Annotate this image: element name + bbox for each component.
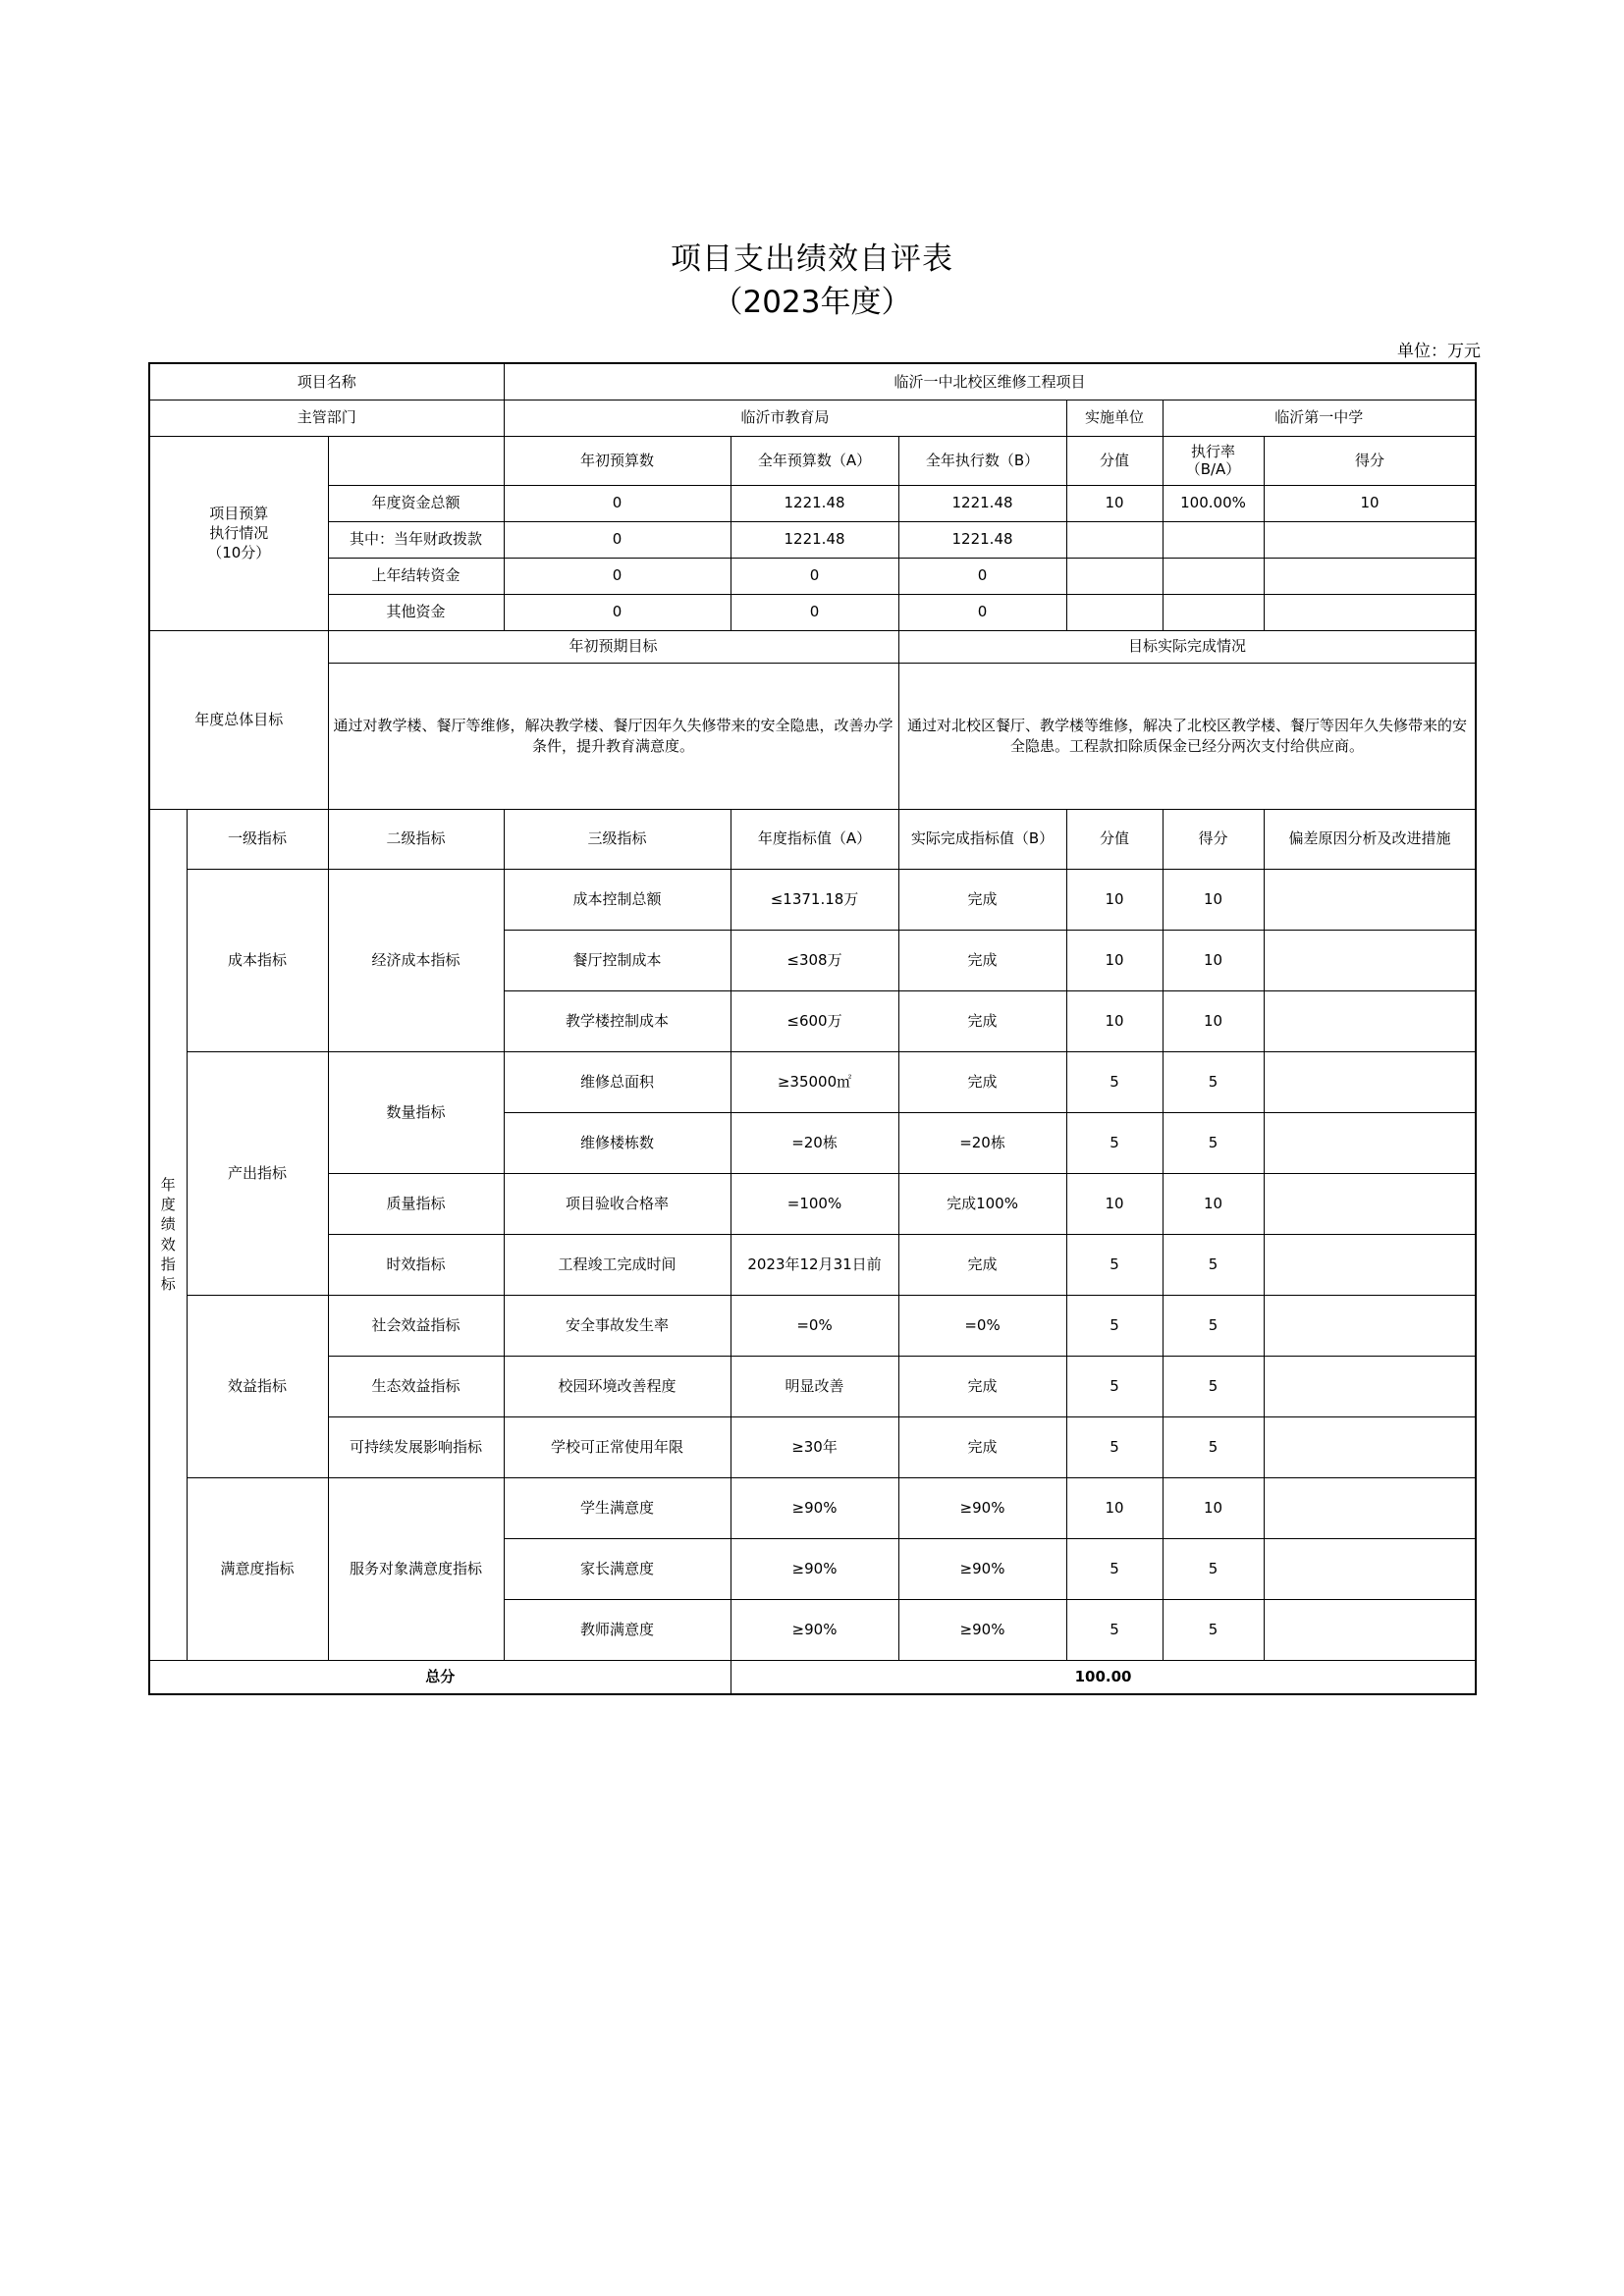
budget-row-initial: 0 [504, 485, 731, 521]
table-row [149, 1295, 1476, 1356]
dept-label: 主管部门 [149, 400, 504, 436]
ind-name: 项目验收合格率 [504, 1173, 731, 1234]
ind-score-value: 5 [1066, 1051, 1163, 1112]
ind-reason [1264, 1538, 1476, 1599]
budget-row-rate [1163, 521, 1264, 558]
ind-level1: 效益指标 [187, 1295, 328, 1477]
ind-actual: 完成 [898, 1234, 1066, 1295]
ind-name: 维修总面积 [504, 1051, 731, 1112]
budget-row-label: 年度资金总额 [328, 485, 504, 521]
budget-row-exec: 1221.48 [898, 485, 1066, 521]
ind-reason [1264, 990, 1476, 1051]
ind-header-reason: 偏差原因分析及改进措施 [1264, 809, 1476, 869]
ind-level2: 经济成本指标 [328, 869, 504, 1051]
ind-target: ≥90% [731, 1599, 898, 1660]
total-value: 100.00 [731, 1660, 1476, 1694]
ind-actual: 完成 [898, 1356, 1066, 1416]
budget-row-exec: 0 [898, 594, 1066, 630]
table-row [149, 1051, 1476, 1112]
budget-row-score-value [1066, 594, 1163, 630]
ind-name: 成本控制总额 [504, 869, 731, 930]
ind-score-value: 5 [1066, 1356, 1163, 1416]
ind-name: 教师满意度 [504, 1599, 731, 1660]
table-row [149, 1477, 1476, 1538]
ind-name: 校园环境改善程度 [504, 1356, 731, 1416]
ind-reason [1264, 1295, 1476, 1356]
ind-score: 5 [1163, 1416, 1264, 1477]
page-title: 项目支出绩效自评表 [671, 241, 953, 277]
goals-label: 年度总体目标 [149, 630, 328, 809]
budget-row [149, 558, 1476, 594]
budget-row-score-value [1066, 558, 1163, 594]
ind-name: 学校可正常使用年限 [504, 1416, 731, 1477]
ind-actual: ≥90% [898, 1599, 1066, 1660]
ind-score-value: 10 [1066, 990, 1163, 1051]
ind-actual: 完成100% [898, 1173, 1066, 1234]
ind-level2: 可持续发展影响指标 [328, 1416, 504, 1477]
ind-target: =0% [731, 1295, 898, 1356]
budget-row-score-value [1066, 521, 1163, 558]
ind-level1: 满意度指标 [187, 1477, 328, 1660]
ind-header-target: 年度指标值（A） [731, 809, 898, 869]
ind-reason [1264, 1051, 1476, 1112]
goals-actual-header: 目标实际完成情况 [898, 630, 1476, 663]
table-row [149, 869, 1476, 930]
ind-level2: 社会效益指标 [328, 1295, 504, 1356]
ind-target: ≥90% [731, 1538, 898, 1599]
ind-target: =100% [731, 1173, 898, 1234]
goals-expected-header: 年初预期目标 [328, 630, 898, 663]
ind-target: ≤1371.18万 [731, 869, 898, 930]
ind-target: ≤600万 [731, 990, 898, 1051]
ind-name: 餐厅控制成本 [504, 930, 731, 990]
budget-header-initial: 年初预算数 [504, 436, 731, 485]
ind-score: 10 [1163, 1173, 1264, 1234]
table-row [149, 1356, 1476, 1416]
budget-row [149, 485, 1476, 521]
budget-row-annual: 1221.48 [731, 521, 898, 558]
budget-row-annual: 0 [731, 558, 898, 594]
dept-value: 临沂市教育局 [504, 400, 1066, 436]
budget-row-label: 其中：当年财政拨款 [328, 521, 504, 558]
budget-section-label: 项目预算 执行情况 （10分） [149, 436, 328, 630]
ind-actual: ≥90% [898, 1538, 1066, 1599]
ind-level2: 时效指标 [328, 1234, 504, 1295]
ind-target: ≤308万 [731, 930, 898, 990]
ind-target: ≥90% [731, 1477, 898, 1538]
goals-actual-text: 通过对北校区餐厅、教学楼等维修，解决了北校区教学楼、餐厅等因年久失修带来的安全隐患。工程款扣除质保金已经分两次支付给供应商。 [898, 663, 1476, 809]
ind-actual: 完成 [898, 1416, 1066, 1477]
page-subtitle: （2023年度） [712, 285, 912, 320]
ind-level2: 生态效益指标 [328, 1356, 504, 1416]
ind-score-value: 10 [1066, 869, 1163, 930]
ind-score-value: 10 [1066, 930, 1163, 990]
budget-row-rate [1163, 594, 1264, 630]
ind-target: 明显改善 [731, 1356, 898, 1416]
ind-actual: 完成 [898, 1051, 1066, 1112]
ind-actual: =0% [898, 1295, 1066, 1356]
budget-row-initial: 0 [504, 594, 731, 630]
ind-name: 工程竣工完成时间 [504, 1234, 731, 1295]
budget-row-rate: 100.00% [1163, 485, 1264, 521]
ind-target: ≥35000㎡ [731, 1051, 898, 1112]
budget-row-score [1264, 558, 1476, 594]
budget-row-score [1264, 594, 1476, 630]
ind-reason [1264, 1234, 1476, 1295]
ind-score-value: 5 [1066, 1416, 1163, 1477]
budget-header-score-value: 分值 [1066, 436, 1163, 485]
budget-row-annual: 0 [731, 594, 898, 630]
ind-actual: 完成 [898, 869, 1066, 930]
impl-label: 实施单位 [1066, 400, 1163, 436]
ind-level1: 成本指标 [187, 869, 328, 1051]
budget-row-exec: 0 [898, 558, 1066, 594]
ind-score: 5 [1163, 1295, 1264, 1356]
project-name: 临沂一中北校区维修工程项目 [504, 363, 1476, 400]
ind-score-value: 10 [1066, 1477, 1163, 1538]
ind-score-value: 5 [1066, 1599, 1163, 1660]
ind-name: 家长满意度 [504, 1538, 731, 1599]
ind-actual: 完成 [898, 990, 1066, 1051]
ind-level2: 服务对象满意度指标 [328, 1477, 504, 1660]
budget-row-rate [1163, 558, 1264, 594]
ind-name: 安全事故发生率 [504, 1295, 731, 1356]
budget-header-exec: 全年执行数（B） [898, 436, 1066, 485]
table-row [149, 1234, 1476, 1295]
indicators-section-label: 年 度 绩 效 指 标 [149, 809, 187, 1660]
ind-score: 5 [1163, 1356, 1264, 1416]
ind-score-value: 5 [1066, 1112, 1163, 1173]
ind-score-value: 5 [1066, 1295, 1163, 1356]
ind-reason [1264, 1173, 1476, 1234]
ind-name: 维修楼栋数 [504, 1112, 731, 1173]
ind-reason [1264, 1416, 1476, 1477]
ind-header-level2: 二级指标 [328, 809, 504, 869]
budget-row-initial: 0 [504, 558, 731, 594]
ind-reason [1264, 930, 1476, 990]
ind-reason [1264, 869, 1476, 930]
budget-row [149, 594, 1476, 630]
budget-row-score [1264, 521, 1476, 558]
ind-level1: 产出指标 [187, 1051, 328, 1295]
ind-level2: 质量指标 [328, 1173, 504, 1234]
unit-label: 单位：万元 [1397, 342, 1481, 361]
ind-header-actual: 实际完成指标值（B） [898, 809, 1066, 869]
budget-header-score: 得分 [1264, 436, 1476, 485]
ind-score: 10 [1163, 869, 1264, 930]
budget-row-label: 其他资金 [328, 594, 504, 630]
ind-header-level3: 三级指标 [504, 809, 731, 869]
ind-reason [1264, 1477, 1476, 1538]
budget-row-label: 上年结转资金 [328, 558, 504, 594]
ind-header-level1: 一级指标 [187, 809, 328, 869]
ind-score: 10 [1163, 1477, 1264, 1538]
ind-reason [1264, 1112, 1476, 1173]
ind-score: 10 [1163, 990, 1264, 1051]
ind-target: 2023年12月31日前 [731, 1234, 898, 1295]
ind-reason [1264, 1356, 1476, 1416]
budget-row-annual: 1221.48 [731, 485, 898, 521]
budget-header-blank [328, 436, 504, 485]
budget-row-score-value: 10 [1066, 485, 1163, 521]
table-row [149, 1416, 1476, 1477]
budget-header-rate: 执行率 （B/A） [1163, 436, 1264, 485]
budget-row-exec: 1221.48 [898, 521, 1066, 558]
ind-header-score: 得分 [1163, 809, 1264, 869]
budget-row-score: 10 [1264, 485, 1476, 521]
ind-actual: 完成 [898, 930, 1066, 990]
total-label: 总分 [149, 1660, 731, 1694]
ind-score-value: 10 [1066, 1173, 1163, 1234]
ind-actual: =20栋 [898, 1112, 1066, 1173]
table-row [149, 1173, 1476, 1234]
ind-header-score-value: 分值 [1066, 809, 1163, 869]
ind-name: 教学楼控制成本 [504, 990, 731, 1051]
ind-score-value: 5 [1066, 1234, 1163, 1295]
ind-name: 学生满意度 [504, 1477, 731, 1538]
budget-row-initial: 0 [504, 521, 731, 558]
ind-score-value: 5 [1066, 1538, 1163, 1599]
project-name-label: 项目名称 [149, 363, 504, 400]
ind-score: 5 [1163, 1234, 1264, 1295]
ind-actual: ≥90% [898, 1477, 1066, 1538]
budget-header-annual: 全年预算数（A） [731, 436, 898, 485]
ind-score: 5 [1163, 1538, 1264, 1599]
impl-value: 临沂第一中学 [1163, 400, 1476, 436]
budget-row [149, 521, 1476, 558]
ind-reason [1264, 1599, 1476, 1660]
goals-expected-text: 通过对教学楼、餐厅等维修，解决教学楼、餐厅因年久失修带来的安全隐患，改善办学条件，提升教育满意度。 [328, 663, 898, 809]
ind-target: =20栋 [731, 1112, 898, 1173]
evaluation-table [148, 362, 1477, 1695]
ind-score: 5 [1163, 1599, 1264, 1660]
ind-target: ≥30年 [731, 1416, 898, 1477]
ind-score: 5 [1163, 1051, 1264, 1112]
ind-level2: 数量指标 [328, 1051, 504, 1173]
ind-score: 10 [1163, 930, 1264, 990]
ind-score: 5 [1163, 1112, 1264, 1173]
